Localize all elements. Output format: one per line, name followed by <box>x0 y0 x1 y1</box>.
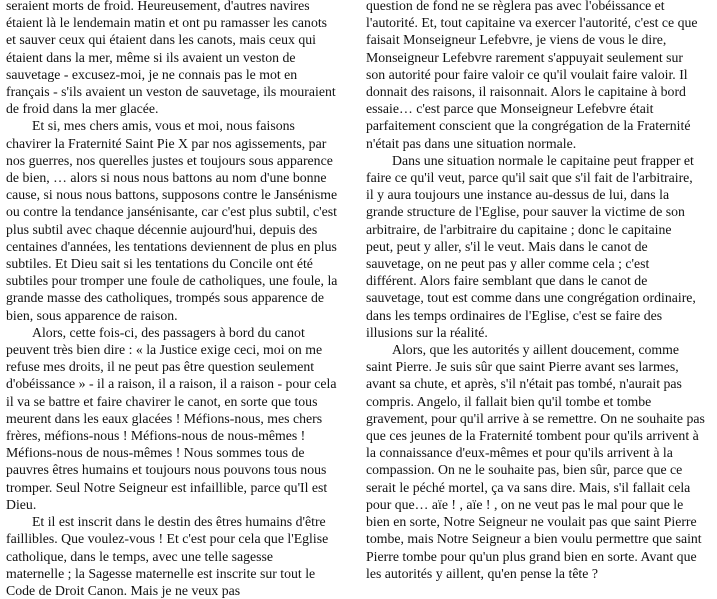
paragraph <box>6 117 348 323</box>
text-line: meurent dans les eaux glacées ! Méfions-nous, mes chers <box>6 410 323 426</box>
text-line: compris. Angelo, il fallait bien qu'il tombe et tombe <box>366 393 652 409</box>
text-line: saint Pierre. Je suis sûr que saint Pierre avant ses larmes, <box>366 359 679 375</box>
text-line: grande masse des catholiques, trompés sous apparence de <box>6 290 324 306</box>
text-line: cause, si nous nous battons, supposons contre le Jansénisme <box>6 187 338 203</box>
text-line: l'autorité. Et, tout capitaine va exercer l'autorité, c'est ce que <box>366 15 698 31</box>
paragraph <box>366 152 710 341</box>
text-line: il y aura toujours une instance au-dessus de lui, dans la <box>366 187 670 203</box>
paragraph <box>6 513 348 599</box>
paragraph <box>6 0 348 117</box>
text-line: bien, sous apparence de raison. <box>6 307 178 323</box>
text-line: faillibles. Que voulez-vous ! Et c'est pour cela que l'Eglise <box>6 531 329 547</box>
text-line: plus subtil avec chaque décennie aujourd'hui, depuis des <box>6 221 318 237</box>
text-line: maternelle ; la Sagesse maternelle est inscrite sur tout le <box>6 565 316 581</box>
text-line: la connaissance d'eux-mêmes et pour qu'ils arrivent à la <box>366 445 673 461</box>
text-line: sauvetage - excusez-moi, je ne connais pas le mot en <box>6 66 298 82</box>
text-line: subtiles pour tromper une foule de catholiques, une foule, la <box>6 273 338 289</box>
text-line: bien en sorte, Notre Seigneur ne voulait pas que saint Pierre <box>366 514 697 530</box>
right-column <box>366 0 710 582</box>
text-line: d'obéissance » - il a raison, il a raison, il a raison - pour cela <box>6 376 337 392</box>
text-line: parfaitement conscient que la congrégation de la Fraternité <box>366 118 691 134</box>
text-line: pour que… aïe ! , aïe ! , on ne veut pas le mal pour que le <box>366 496 684 512</box>
text-line: Méfions-nous de nous-mêmes ! Nous sommes tous de <box>6 445 305 461</box>
text-line: grande structure de l'Eglise, pour sauver la victime de son <box>366 204 685 220</box>
text-line: son autorité pour faire valoir ce qu'il voulait faire valoir. Il <box>366 66 688 82</box>
text-line: et sauver ceux qui étaient dans les canots, mais ceux qui <box>6 32 316 48</box>
text-line: étaient là le lendemain matin et ont pu ramasser les canots <box>6 15 328 31</box>
text-line: Monseigneur Lefebvre rarement s'appuyait seulement sur <box>366 49 684 65</box>
text-line: Dieu. <box>6 496 37 512</box>
text-line: serait le péché mortel, ça va sans dire. Mais, s'il fallait cela <box>366 479 691 495</box>
text-line: étaient dans la mer, même si ils avaient un veston de <box>6 49 296 65</box>
text-line: faire ce qu'il veut, parce qu'il sait que s'il fait de l'arbitraire, <box>366 170 693 186</box>
text-line: chavirer la Fraternité Saint Pie X par nos agissements, par <box>6 135 327 151</box>
text-line: Pierre tombe pour qu'un plus grand bien en sorte. Avant que <box>366 548 697 564</box>
text-line: illusions sur la réalité. <box>366 324 488 340</box>
text-line: refuse mes droits, il ne peut pas être question seulement <box>6 359 315 375</box>
text-line: catholique, dans le temps, avec une telle sagesse <box>6 548 274 564</box>
text-line: donnait des raisons, il raisonnait. Alors le capitaine à bord <box>366 84 686 100</box>
text-line: question de fond ne se règlera pas avec l'obéissance et <box>366 0 665 13</box>
text-line: dans les temps ordinaires de l'Eglise, c'est se faire des <box>366 307 663 323</box>
text-line: centaines d'années, les tentations deviennent de plus en plus <box>6 238 337 254</box>
text-line: que ces jeunes de la Fraternité tombent pour qu'ils arrivent à <box>366 428 699 444</box>
text-line: peut, peut y aller, s'il le veut. Mais dans le canot de <box>366 238 648 254</box>
paragraph <box>366 341 710 582</box>
text-line: tromper. Seul Notre Seigneur est infaillible, parce qu'Il est <box>6 479 328 495</box>
text-line: compassion. On ne le souhaite pas, bien sûr, parce que ce <box>366 462 683 478</box>
text-line: frères, méfions-nous ! Méfions-nous de nous-mêmes ! <box>6 428 306 444</box>
text-line: pauvres êtres humains et toujours nous pouvons tous nous <box>6 462 327 478</box>
text-line: les autorités y aillent, qu'en pense la tête ? <box>366 565 598 581</box>
text-line: essaie… c'est parce que Monseigneur Lefebvre était <box>366 101 654 117</box>
text-line: n'était pas dans une situation normale. <box>366 135 577 151</box>
text-line: ou contre la tendance jansénisante, car c'est plus subtil, c'est <box>6 204 337 220</box>
text-line: sauvetage, on ne peut pas y aller comme cela ; c'est <box>366 256 650 272</box>
text-line: français - s'ils avaient un veston de sauvetage, ils mouraient <box>6 84 336 100</box>
paragraph <box>366 0 710 152</box>
text-line: de froid dans la mer glacée. <box>6 101 159 117</box>
left-column <box>6 0 348 599</box>
text-line: seraient morts de froid. Heureusement, d'autres navires <box>6 0 310 13</box>
text-line: de bien, … alors si nous nous battons au nom d'une bonne <box>6 170 327 186</box>
text-line: Alors, cette fois-ci, des passagers à bord du canot <box>32 324 305 340</box>
text-line: Code de Droit Canon. Mais je ne veux pas <box>6 582 241 598</box>
text-line: subtiles. Et Dieu sait si les tentations du Concile ont été <box>6 256 313 272</box>
paragraph <box>6 324 348 513</box>
text-line: gravement, pour qu'il arrive à se remettre. On ne souhaite pas <box>366 410 705 426</box>
text-line: avant sa chute, et après, s'il n'était pas tombé, n'aurait pas <box>366 376 682 392</box>
text-line: il va se battre et faire chavirer le canot, en sorte que tous <box>6 393 318 409</box>
text-line: sauvetage, tout est comme dans une congrégation ordinaire, <box>366 290 696 306</box>
text-line: Et il est inscrit dans le destin des êtres humains d'être <box>32 514 326 530</box>
text-line: Alors, que les autorités y aillent doucement, comme <box>392 342 679 358</box>
text-line: Dans une situation normale le capitaine peut frapper et <box>392 152 694 168</box>
text-line: différent. Alors faire semblant que dans le canot de <box>366 273 648 289</box>
text-line: tombe, mais Notre Seigneur a bien voulu permettre que saint <box>366 531 702 547</box>
text-line: nos guerres, nos querelles justes et toujours sous apparence <box>6 152 333 168</box>
text-line: faisait Monseigneur Lefebvre, je viens de vous le dire, <box>366 32 667 48</box>
text-line: arbitraire, de l'arbitraire du capitaine ; donc le capitaine <box>366 221 672 237</box>
text-line: peuvent très bien dire : « la Justice exige ceci, moi on me <box>6 342 323 358</box>
text-line: Et si, mes chers amis, vous et moi, nous faisons <box>32 118 295 134</box>
